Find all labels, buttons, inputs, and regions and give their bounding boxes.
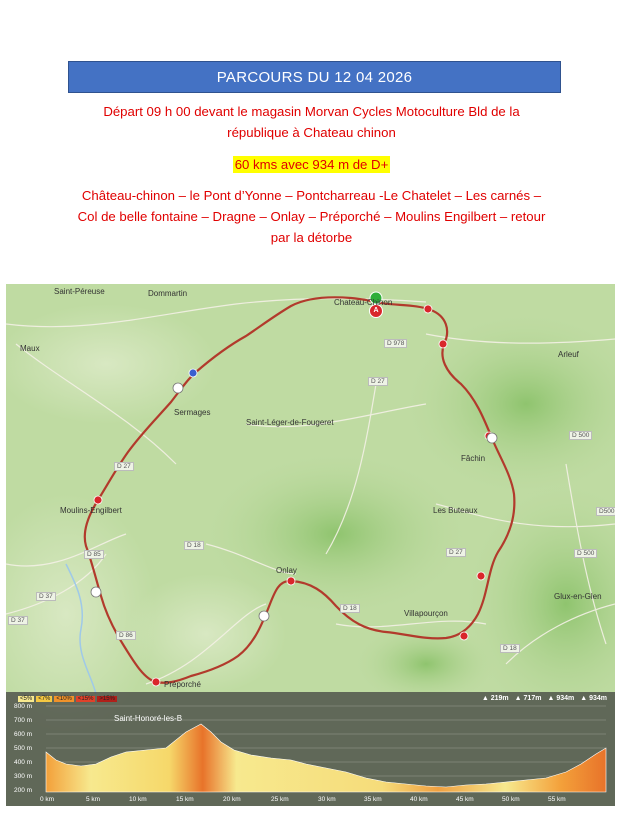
x-axis-label: 40 km [410,796,428,803]
slope-legend-item: >15% [99,696,115,702]
x-axis-label: 0 km [40,796,55,803]
x-axis-label: 45 km [456,796,474,803]
slope-legend-item: <7% [38,696,51,702]
page-title: PARCOURS DU 12 04 2026 [216,68,413,86]
slope-legend-item: <5% [20,696,33,702]
max-elevation-stat: ▲ 717m [514,695,542,702]
map-label-fachin: Fâchin [461,454,486,463]
map-label-les-buteaux: Les Buteaux [433,506,478,515]
map-label-arleuf: Arleuf [558,350,579,359]
elevation-profile[interactable] [6,692,615,806]
map-label-preporche: Préporché [164,680,201,689]
slope-legend-item: <15% [77,696,94,702]
x-axis-label: 35 km [364,796,382,803]
map-label-glux: Glux-en-Glen [554,592,602,601]
route-line-1: Château-chinon – le Pont d’Yonne – Pontcharreau -Le Chatelet – Les carnés – [81,188,542,203]
route-line-2: Col de belle fontaine – Dragne – Onlay – Préporché – Moulins Engilbert – retour [77,209,546,224]
y-axis-label: 300 m [14,773,33,780]
departure-line-2: république à Chateau chinon [227,125,396,140]
map-label-onlay: Onlay [276,566,297,575]
map-label-sermages: Sermages [174,408,211,417]
distance-line [0,154,623,175]
x-axis-label: 5 km [86,796,101,803]
departure-line-1: Départ 09 h 00 devant le magasin Morvan Cycles Motoculture Bld de la [103,104,520,119]
y-axis-label: 400 m [14,759,33,766]
road-label-d37-south: D 37 [8,616,28,625]
x-axis-label: 30 km [318,796,336,803]
map-label-maux: Maux [20,344,40,353]
y-axis-label: 600 m [14,731,33,738]
road-label-d18-center: D 18 [184,541,204,550]
ascent-stat: ▲ 934m [547,695,575,702]
road-label-d18-east: D 18 [500,644,520,653]
x-axis-label: 15 km [176,796,194,803]
y-axis-label: 800 m [14,703,33,710]
map-label-dommartin: Dommartin [148,289,188,298]
road-label-d500-south: D 500 [574,549,597,558]
x-axis-label: 50 km [502,796,520,803]
road-label-d500-east: D 500 [569,431,592,440]
map-label-moulins-engilbert: Moulins-Engilbert [60,506,122,515]
profile-label-saint-honore: Saint-Honoré-les-B [114,714,183,723]
slope-legend-item: <10% [56,696,72,702]
page-title-banner [68,61,561,93]
y-axis-label: 700 m [14,717,33,724]
x-axis-label: 20 km [223,796,241,803]
start-marker-a[interactable]: A [369,304,383,318]
min-elevation-stat: ▲ 219m [481,695,509,702]
road-label-d27-north: D 27 [368,377,388,386]
descent-stat: ▲ 934m [580,695,607,702]
route-map[interactable] [6,284,615,806]
road-label-d86: D 86 [116,631,136,640]
road-label-d37-north: D 37 [36,592,56,601]
y-axis-label: 200 m [14,787,33,794]
y-axis-label: 500 m [14,745,33,752]
x-axis-label: 55 km [548,796,566,803]
x-axis-label: 10 km [129,796,147,803]
route-line-3: par la détorbe [270,230,353,245]
road-label-d978: D 978 [384,339,407,348]
map-label-saint-pereuse: Saint-Péreuse [54,287,105,296]
map-label-saint-leger: Saint-Léger-de-Fougeret [246,418,334,427]
map-label-chateau-chinon: Chateau-Chinon [334,298,393,307]
road-label-d27-west: D 27 [114,462,134,471]
road-label-d18-south: D 18 [340,604,360,613]
road-label-d85: D 85 [84,550,104,559]
road-label-d500-far-east: D500 [596,507,615,516]
road-label-d27-south: D 27 [446,548,466,557]
x-axis-label: 25 km [271,796,289,803]
distance-highlight: 60 kms avec 934 m de D+ [234,157,389,172]
map-label-villapourcon: Villapourçon [404,609,448,618]
waypoint-blue [189,369,197,377]
elevation-area [6,692,615,806]
